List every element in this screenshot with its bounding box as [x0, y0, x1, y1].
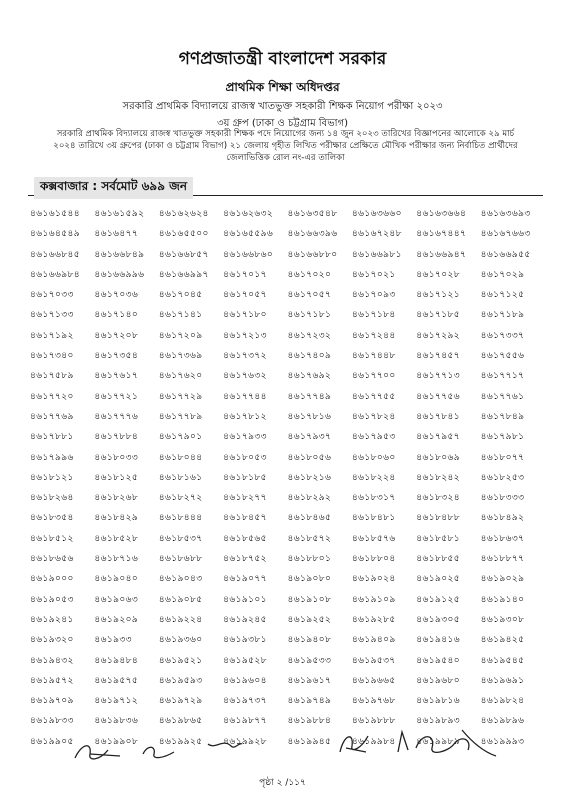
roll-number-cell: ৪৬১৯২৫২ — [287, 614, 332, 625]
roll-number-cell: ৪৬১৬৩৬৯৩ — [480, 209, 531, 219]
roll-number-cell: ৪৬১৬৬৩৯৬ — [287, 229, 338, 240]
roll-number-cell: ৪৬১৬৬৯৫৫ — [480, 249, 531, 260]
roll-number-cell: ৪৬১৭২০৮ — [94, 330, 139, 341]
roll-number-cell: ৪৬১৭০৫৭ — [287, 290, 332, 301]
roll-number-cell: ৪৬১৭১৯২ — [30, 330, 74, 341]
roll-number-cell: ৪৬১৭১৪১ — [158, 310, 203, 321]
roll-number-cell: ৪৬১৮৬৫৬ — [30, 554, 74, 565]
roll-number-cell: ৪৬১৯০৬৩ — [94, 594, 139, 605]
roll-number-cell: ৪৬১৭৯০১ — [158, 432, 203, 443]
roll-number-cell: ৪৬১৮১৬১ — [158, 472, 203, 483]
roll-number-cell: ৪৬১৯০৪৩ — [158, 574, 203, 585]
roll-number-cell: ৪৬১৯০৮৫ — [158, 594, 203, 605]
roll-number-cell: ৪৬১৯২০৯ — [94, 614, 139, 625]
signature-4 — [336, 728, 376, 758]
roll-number-cell: ৪৬১৭০৩৩ — [30, 290, 74, 301]
roll-number-cell: ৪৬১৯২২৪ — [158, 614, 203, 625]
roll-number-cell: ৪৬১৯৭৪৯ — [287, 696, 332, 707]
roll-number-cell: ৪৬১৯৪৮৪ — [94, 655, 139, 666]
roll-number-cell: ৪৬১৮৫৮১ — [416, 533, 460, 544]
roll-number-cell: ৪৬১৯৯৯৩ — [480, 736, 525, 747]
roll-number-cell: ৪৬১৯৫৪৫ — [480, 655, 525, 666]
roll-number-cell: ৪৬১৭৮৪৯ — [480, 411, 525, 422]
roll-number-cell: ৪৬১৭৩৫৪ — [94, 351, 139, 362]
roll-number-cell: ৪৬১৮১২১ — [30, 472, 74, 483]
roll-number-cell: ৪৬১৭৩৩৭ — [480, 330, 525, 341]
roll-number-cell: ৪৬১৭১৩৩ — [30, 310, 74, 321]
roll-number-cell: ৪৬১৮০৩৩ — [94, 452, 139, 463]
roll-number-cell: ৪৬১৯৭৩৭ — [223, 696, 267, 707]
roll-number-cell: ৪৬১৭৩৭২ — [223, 351, 267, 362]
roll-number-cell: ৪৬১৯৭৬৮ — [351, 696, 396, 707]
roll-number-cell: ৪৬১৬১৫৪৪ — [30, 209, 80, 219]
roll-number-cell: ৪৬১৯২৮৫ — [351, 614, 396, 625]
roll-number-cell: ৪৬১৯০২৯ — [480, 574, 525, 585]
roll-number-cell: ৪৬১৯০২৫ — [416, 574, 460, 585]
roll-number-cell: ৪৬১৯৯০৫ — [30, 736, 74, 747]
roll-number-cell: ৪৬১৬৩৬৬৪ — [416, 209, 467, 219]
roll-number-cell: ৪৬১৭৭৫৬ — [416, 391, 460, 402]
roll-number-cell: ৪৬১৭৭১৭ — [480, 371, 525, 382]
roll-number-cell: ৪৬১৬১৫৯২ — [94, 209, 145, 219]
roll-number-cell: ৪৬১৯০৪০ — [94, 574, 139, 585]
roll-number-cell: ৪৬১৯৯৮৪ — [351, 736, 396, 747]
roll-number-cell: ৪৬১৯৭১২ — [94, 696, 139, 707]
roll-number-cell: ৪৬১৭৯৫৭ — [416, 432, 460, 443]
roll-number-cell: ৪৬১৮২৪২ — [416, 472, 460, 483]
roll-number-cell: ৪৬১৮৮০৪ — [351, 554, 396, 565]
roll-number-cell: ৪৬১৭৬৯২ — [287, 371, 332, 382]
roll-number-cell: ৪৬১৯১৪০ — [480, 594, 525, 605]
notice-paragraph — [18, 128, 553, 164]
roll-number-cell: ৪৬১৯৪০৮ — [287, 635, 332, 646]
roll-number-cell: ৪৬১৮০৬৯ — [416, 452, 460, 463]
roll-number-cell: ৪৬১৭৭৭৬ — [94, 411, 139, 422]
roll-number-cell: ৪৬১৯৮৮৪ — [287, 716, 332, 727]
roll-number-cell: ৪৬১৬৫৫০০ — [158, 229, 209, 240]
roll-number-cell: ৪৬১৭১৪০ — [94, 310, 139, 321]
roll-number-cell: ৪৬১৭২৯২ — [416, 330, 460, 341]
roll-number-cell: ৪৬১৯৫৯৩ — [158, 675, 203, 686]
roll-number-cell: ৪৬১৭৮৪১ — [416, 411, 460, 422]
roll-number-cell: ৪৬১৯৫৭২ — [30, 675, 74, 686]
roll-number-cell: ৪৬১৮০৪৪ — [158, 452, 203, 463]
roll-number-cell: ৪৬১৮২৬৪ — [30, 493, 74, 504]
notice-line: ২০২৪ তারিখে ৩য় গ্রুপের (ঢাকা ও চট্টগ্রাম বিভাগ) ২১ জেলায় গৃহীত লিখিত পরীক্ষার প্রেক্ষিতে মৌখিক পরীক্ষার জন্য নির্বাচিত প্রার্থীদের — [53, 141, 518, 151]
roll-number-cell: ৪৬১৭৭২১ — [94, 391, 139, 402]
roll-number-cell: ৪৬১৯৩০৫ — [416, 614, 460, 625]
signature-2 — [140, 742, 180, 762]
roll-number-cell: ৪৬১৯৩৬০ — [158, 635, 203, 646]
roll-number-cell: ৪৬১৯৩৩ — [94, 635, 132, 646]
roll-number-cell: ৪৬১৯২৪৫ — [223, 614, 267, 625]
roll-number-cell: ৪৬১৮৭১৬ — [94, 554, 139, 565]
roll-number-cell: ৪৬১৬৭৪৪৭ — [416, 229, 467, 240]
roll-number-cell: ৪৬১৯২৪১ — [30, 614, 74, 625]
roll-number-cell: ৪৬১৭৯৩৭ — [287, 432, 332, 443]
roll-number-cell: ৪৬১৭৯৫৩ — [351, 432, 396, 443]
roll-number-table — [30, 206, 545, 754]
roll-number-cell: ৪৬১৬৬৯৮১ — [351, 249, 402, 260]
roll-number-cell: ৪৬১৮৬৩৭ — [480, 533, 525, 544]
district-header — [28, 176, 543, 196]
roll-number-cell: ৪৬১৭৫৮৯ — [30, 371, 74, 382]
roll-number-cell: ৪৬১৯০০০ — [30, 574, 74, 585]
roll-number-cell: ৪৬১৯০৮০ — [287, 574, 332, 585]
roll-number-cell: ৪৬১৭৯৮১ — [480, 432, 525, 443]
roll-number-cell: ৪৬১৭৬২০ — [158, 371, 203, 382]
roll-number-cell: ৪৬১৮৫২৮ — [94, 533, 139, 544]
roll-number-cell: ৪৬১৭৬৩২ — [223, 371, 267, 382]
roll-number-cell: ৪৬১৮০৫৩ — [223, 452, 267, 463]
roll-number-cell: ৪৬১৮২১৬ — [287, 472, 332, 483]
roll-number-cell: ৪৬১৮৫৭২ — [287, 533, 332, 544]
group-title: ৩য় গ্রুপ (ঢাকা ও চট্টগ্রাম বিভাগ) — [216, 118, 349, 129]
roll-number-cell: ৪৬১৭৪০৯ — [287, 351, 332, 362]
roll-number-cell: ৪৬১৭৭২০ — [30, 391, 74, 402]
roll-number-cell: ৪৬১৭০৫৭ — [223, 290, 267, 301]
roll-number-cell: ৪৬১৭০১৭ — [223, 269, 267, 280]
roll-number-cell: ৪৬১৯৪১৬ — [416, 635, 460, 646]
roll-number-cell: ৪৬১৯১২৫ — [416, 594, 460, 605]
roll-number-cell: ৪৬১৬৬৮৮০ — [287, 249, 338, 260]
roll-number-cell: ৪৬১৮০৫৬ — [287, 452, 332, 463]
roll-number-cell: ৪৬১৯৮৯৬ — [480, 716, 525, 727]
roll-number-cell: ৪৬১৭৭৬৯ — [30, 411, 74, 422]
roll-number-cell: ৪৬১৯৮৭৭ — [223, 716, 267, 727]
roll-number-cell: ৪৬১৯৮২৪ — [480, 696, 525, 707]
roll-number-cell: ৪৬১৯৬৮০ — [416, 675, 460, 686]
roll-number-cell: ৪৬১৯৩২০ — [30, 635, 74, 646]
roll-number-cell: ৪৬১৮৫৭৬ — [351, 533, 396, 544]
roll-number-cell: ৪৬১৯৪০৯ — [351, 635, 396, 646]
roll-number-cell: ৪৬১৬২৬২৪ — [158, 209, 209, 219]
roll-number-cell: ৪৬১৭২০৯ — [158, 330, 203, 341]
notice-line: সরকারি প্রাথমিক বিদ্যালয়ে রাজস্ব খাতভুক্ত সহকারী শিক্ষক পদে নিয়োগের জন্য ১৪ জুন ২০২৩ তারিখের বিজ্ঞাপনের আলোকে ২৯ মার্চ — [56, 129, 515, 139]
roll-number-cell: ৪৬১৯৫৩৭ — [351, 655, 396, 666]
roll-number-cell: ৪৬১৬৬৮৬০ — [223, 249, 274, 260]
roll-number-cell: ৪৬১৭৮১৬ — [287, 411, 332, 422]
roll-number-cell: ৪৬১৭৫৫৬ — [480, 351, 525, 362]
roll-number-cell: ৪৬১৭৮১২ — [223, 411, 267, 422]
roll-number-cell: ৪৬১৭১৮৯ — [480, 310, 525, 321]
roll-number-cell: ৪৬১৯৩৮১ — [223, 635, 267, 646]
roll-number-cell: ৪৬১৮২৫৩ — [480, 472, 525, 483]
roll-number-cell: ৪৬১৭১২৫ — [480, 290, 525, 301]
roll-number-cell: ৪৬১৮১৮৫ — [223, 472, 267, 483]
roll-number-cell: ৪৬১৭০২৯ — [480, 269, 525, 280]
roll-number-cell: ৪৬১৬৬৯৮৪ — [30, 269, 80, 280]
roll-number-cell: ৪৬১৬৪৭৭ — [94, 229, 139, 240]
roll-number-cell: ৪৬১৯৪২৫ — [480, 635, 525, 646]
notice-line: জেলাভিত্তিক রোল নং-এর তালিকা — [226, 153, 345, 163]
roll-number-cell: ৪৬১৮৬৮৮ — [158, 554, 203, 565]
roll-number-cell: ৪৬১৯৪৩২ — [30, 655, 74, 666]
roll-number-cell: ৪৬১৮২৯২ — [287, 493, 332, 504]
roll-number-cell: ৪৬১৭৭৮৯ — [158, 411, 203, 422]
roll-number-cell: ৪৬১৭২৪৪ — [351, 330, 396, 341]
roll-number-cell: ৪৬১৭৪৪৮ — [351, 351, 396, 362]
roll-number-cell: ৪৬১৮৩২৪ — [416, 493, 460, 504]
roll-number-cell: ৪৬১৯১০১ — [223, 594, 267, 605]
roll-number-cell: ৪৬১৯৬৯১ — [480, 675, 525, 686]
roll-number-cell: ৪৬১৮৩১৭ — [351, 493, 396, 504]
roll-number-cell: ৪৬১৮৪৬৫ — [287, 513, 332, 524]
roll-number-cell: ৪৬১৯৫৪০ — [416, 655, 460, 666]
roll-number-cell: ৪৬১৮১২৫ — [94, 472, 139, 483]
roll-number-cell: ৪৬১৮৪৯২ — [480, 513, 525, 524]
roll-number-cell: ৪৬১৯৯২৮ — [223, 736, 267, 747]
roll-number-cell: ৪৬১৮২৭২ — [158, 493, 203, 504]
roll-number-cell: ৪৬১৬৩৬৬০ — [351, 209, 402, 219]
roll-number-cell: ৪৬১৮৮০১ — [287, 554, 332, 565]
roll-number-cell: ৪৬১৯৮১৬ — [416, 696, 460, 707]
roll-number-cell: ৪৬১৯৯০৮ — [94, 736, 139, 747]
roll-number-cell: ৪৬১৭০২৮ — [416, 269, 460, 280]
exam-title: সরকারি প্রাথমিক বিদ্যালয়ে রাজস্ব খাতভুক্ত সহকারী শিক্ষক নিয়োগ পরীক্ষা ২০২৩ — [122, 101, 443, 112]
roll-number-cell: ৪৬১৯১০৮ — [287, 594, 332, 605]
roll-number-cell: ৪৬১৯০৫৩ — [30, 594, 74, 605]
roll-number-cell: ৪৬১৮০৭৭ — [480, 452, 525, 463]
roll-number-cell: ৪৬১৯৭২৯ — [158, 696, 203, 707]
roll-number-cell: ৪৬১৯৮৩৩ — [30, 716, 74, 727]
roll-number-cell: ৪৬১৭৪৫৭ — [416, 351, 460, 362]
roll-number-cell: ৪৬১৬২৬৩২ — [223, 209, 274, 219]
roll-number-cell: ৪৬১৯৮৩৬ — [94, 716, 139, 727]
roll-number-cell: ৪৬১৭৭১৩ — [416, 371, 460, 382]
roll-number-cell: ৪৬১৮৫৩৭ — [158, 533, 203, 544]
roll-number-cell: ৪৬১৮৮৫৫ — [416, 554, 460, 565]
roll-number-cell: ৪৬১৭৭৪৪ — [223, 391, 267, 402]
roll-number-cell: ৪৬১৯৯২৫ — [158, 736, 203, 747]
roll-number-cell: ৪৬১৮৪৪৪ — [158, 513, 203, 524]
roll-number-cell: ৪৬১৭২১৩ — [223, 330, 267, 341]
roll-number-cell: ৪৬১৮৩৩৩ — [480, 493, 525, 504]
roll-number-cell: ৪৬১৮৪৮১ — [351, 513, 396, 524]
roll-number-cell: ৪৬১৭৭০০ — [351, 371, 396, 382]
roll-number-cell: ৪৬১৬৪৫৪৯ — [30, 229, 80, 240]
roll-number-cell: ৪৬১৮৪৫৭ — [223, 513, 267, 524]
roll-number-cell: ৪৬১৭৭৪৯ — [287, 391, 332, 402]
roll-number-cell: ৪৬১৭৬১৭ — [94, 371, 139, 382]
roll-number-cell: ৪৬১৬৬৮৪৯ — [94, 249, 145, 260]
roll-number-cell: ৪৬১৭০২০ — [287, 269, 332, 280]
roll-number-cell: ৪৬১৮৪২৯ — [94, 513, 139, 524]
roll-number-cell: ৪৬১৭৩৬৯ — [158, 351, 203, 362]
roll-number-cell: ৪৬১৭৮৮৪ — [94, 432, 139, 443]
roll-number-cell: ৪৬১৯৭০৯ — [30, 696, 74, 707]
roll-number-cell: ৪৬১৭৯৯৬ — [30, 452, 74, 463]
roll-number-cell: ৪৬১৮২৬৮ — [94, 493, 139, 504]
roll-number-cell: ৪৬১৭০২১ — [351, 269, 396, 280]
roll-number-cell: ৪৬১৯৫২৮ — [223, 655, 267, 666]
roll-number-cell: ৪৬১৭১৮৪ — [351, 310, 396, 321]
signature-3 — [205, 736, 245, 756]
roll-number-cell: ৪৬১৭৭২৯ — [158, 391, 203, 402]
roll-number-cell: ৪৬১৭০৩৬ — [94, 290, 139, 301]
roll-number-cell: ৪৬১৭২৩২ — [287, 330, 332, 341]
roll-number-cell: ৪৬১৭৩৪০ — [30, 351, 74, 362]
roll-number-cell: ৪৬১৮৩৫৪ — [30, 513, 74, 524]
roll-number-cell: ৪৬১৮৮৭৭ — [480, 554, 525, 565]
roll-number-cell: ৪৬১৭০৪৫ — [158, 290, 203, 301]
roll-number-cell: ৪৬১৯৮৬৫ — [158, 716, 203, 727]
roll-number-cell: ৪৬১৯৯৮৯ — [416, 736, 460, 747]
roll-number-cell: ৪৬১৯৮৯৩ — [416, 716, 460, 727]
roll-number-cell: ৪৬১৭০৯৩ — [351, 290, 396, 301]
roll-number-cell: ৪৬১৬৭৬৬৩ — [480, 229, 531, 240]
signature-1 — [70, 738, 130, 766]
roll-number-cell: ৪৬১৮৫১২ — [30, 533, 74, 544]
roll-number-cell: ৪৬১৭৮২৪ — [351, 411, 396, 422]
roll-number-cell: ৪৬১৯৫২১ — [158, 655, 203, 666]
signature-5 — [392, 722, 502, 762]
roll-number-cell: ৪৬১৭৯৩৩ — [223, 432, 267, 443]
roll-number-cell: ৪৬১৯০৭৭ — [223, 574, 267, 585]
roll-number-cell: ৪৬১৮৭৫২ — [223, 554, 267, 565]
roll-number-cell: ৪৬১৮০৬০ — [351, 452, 396, 463]
roll-number-cell: ৪৬১৯১০৯ — [351, 594, 396, 605]
roll-number-cell: ৪৬১৯০২৪ — [351, 574, 396, 585]
roll-number-cell: ৪৬১৭১২১ — [416, 290, 460, 301]
roll-number-cell: ৪৬১৮৫৬৫ — [223, 533, 267, 544]
roll-number-cell: ৪৬১৭১৮০ — [223, 310, 267, 321]
roll-number-cell: ৪৬১৭৭৬১ — [480, 391, 525, 402]
roll-number-cell: ৪৬১৬৫৫৯৬ — [223, 229, 274, 240]
roll-number-cell: ৪৬১৬৬৯৯৭ — [158, 269, 209, 280]
directorate-title: প্রাথমিক শিক্ষা অধিদপ্তর — [225, 80, 340, 94]
roll-number-cell: ৪৬১৮২৭৭ — [223, 493, 267, 504]
government-title: গণপ্রজাতন্ত্রী বাংলাদেশ সরকার — [178, 49, 387, 69]
roll-number-cell: ৪৬১৭১৮১ — [287, 310, 332, 321]
roll-number-cell: ৪৬১৬৭২৪৮ — [351, 229, 402, 240]
roll-number-cell: ৪৬১৬৬৮৪৫ — [30, 249, 80, 260]
roll-number-cell: ৪৬১৭৭৫৫ — [351, 391, 396, 402]
roll-number-cell: ৪৬১৬৬৯৪৭ — [416, 249, 467, 260]
roll-number-cell: ৪৬১৬৬৮৫৭ — [158, 249, 209, 260]
roll-number-cell: ৪৬১৮২২৪ — [351, 472, 396, 483]
roll-number-cell: ৪৬১৭১৮৫ — [416, 310, 460, 321]
roll-number-cell: ৪৬১৯৮৮৮ — [351, 716, 396, 727]
roll-number-cell: ৪৬১৯৬১৭ — [287, 675, 332, 686]
roll-number-cell: ৪৬১৭৮৮১ — [30, 432, 74, 443]
roll-number-cell: ৪৬১৯৬০৪ — [223, 675, 267, 686]
roll-number-cell: ৪৬১৯৩০৮ — [480, 614, 525, 625]
roll-number-cell: ৪৬১৯৫৩৩ — [287, 655, 332, 666]
roll-number-cell: ৪৬১৮৪৮৮ — [416, 513, 460, 524]
district-label: কক্সবাজার : সর্বমোট ৬৯৯ জন — [34, 177, 193, 199]
roll-number-cell: ৪৬১৯৬৬৫ — [351, 675, 396, 686]
roll-number-cell: ৪৬১৬৬৯৯৬ — [94, 269, 145, 280]
roll-number-cell: ৪৬১৯৯৪৫ — [287, 736, 332, 747]
roll-number-cell: ৪৬১৯৫৭৫ — [94, 675, 139, 686]
page-number: পৃষ্ঠা ২ /১১৭ — [259, 778, 306, 788]
roll-number-cell: ৪৬১৬৩৫৪৮ — [287, 209, 338, 219]
